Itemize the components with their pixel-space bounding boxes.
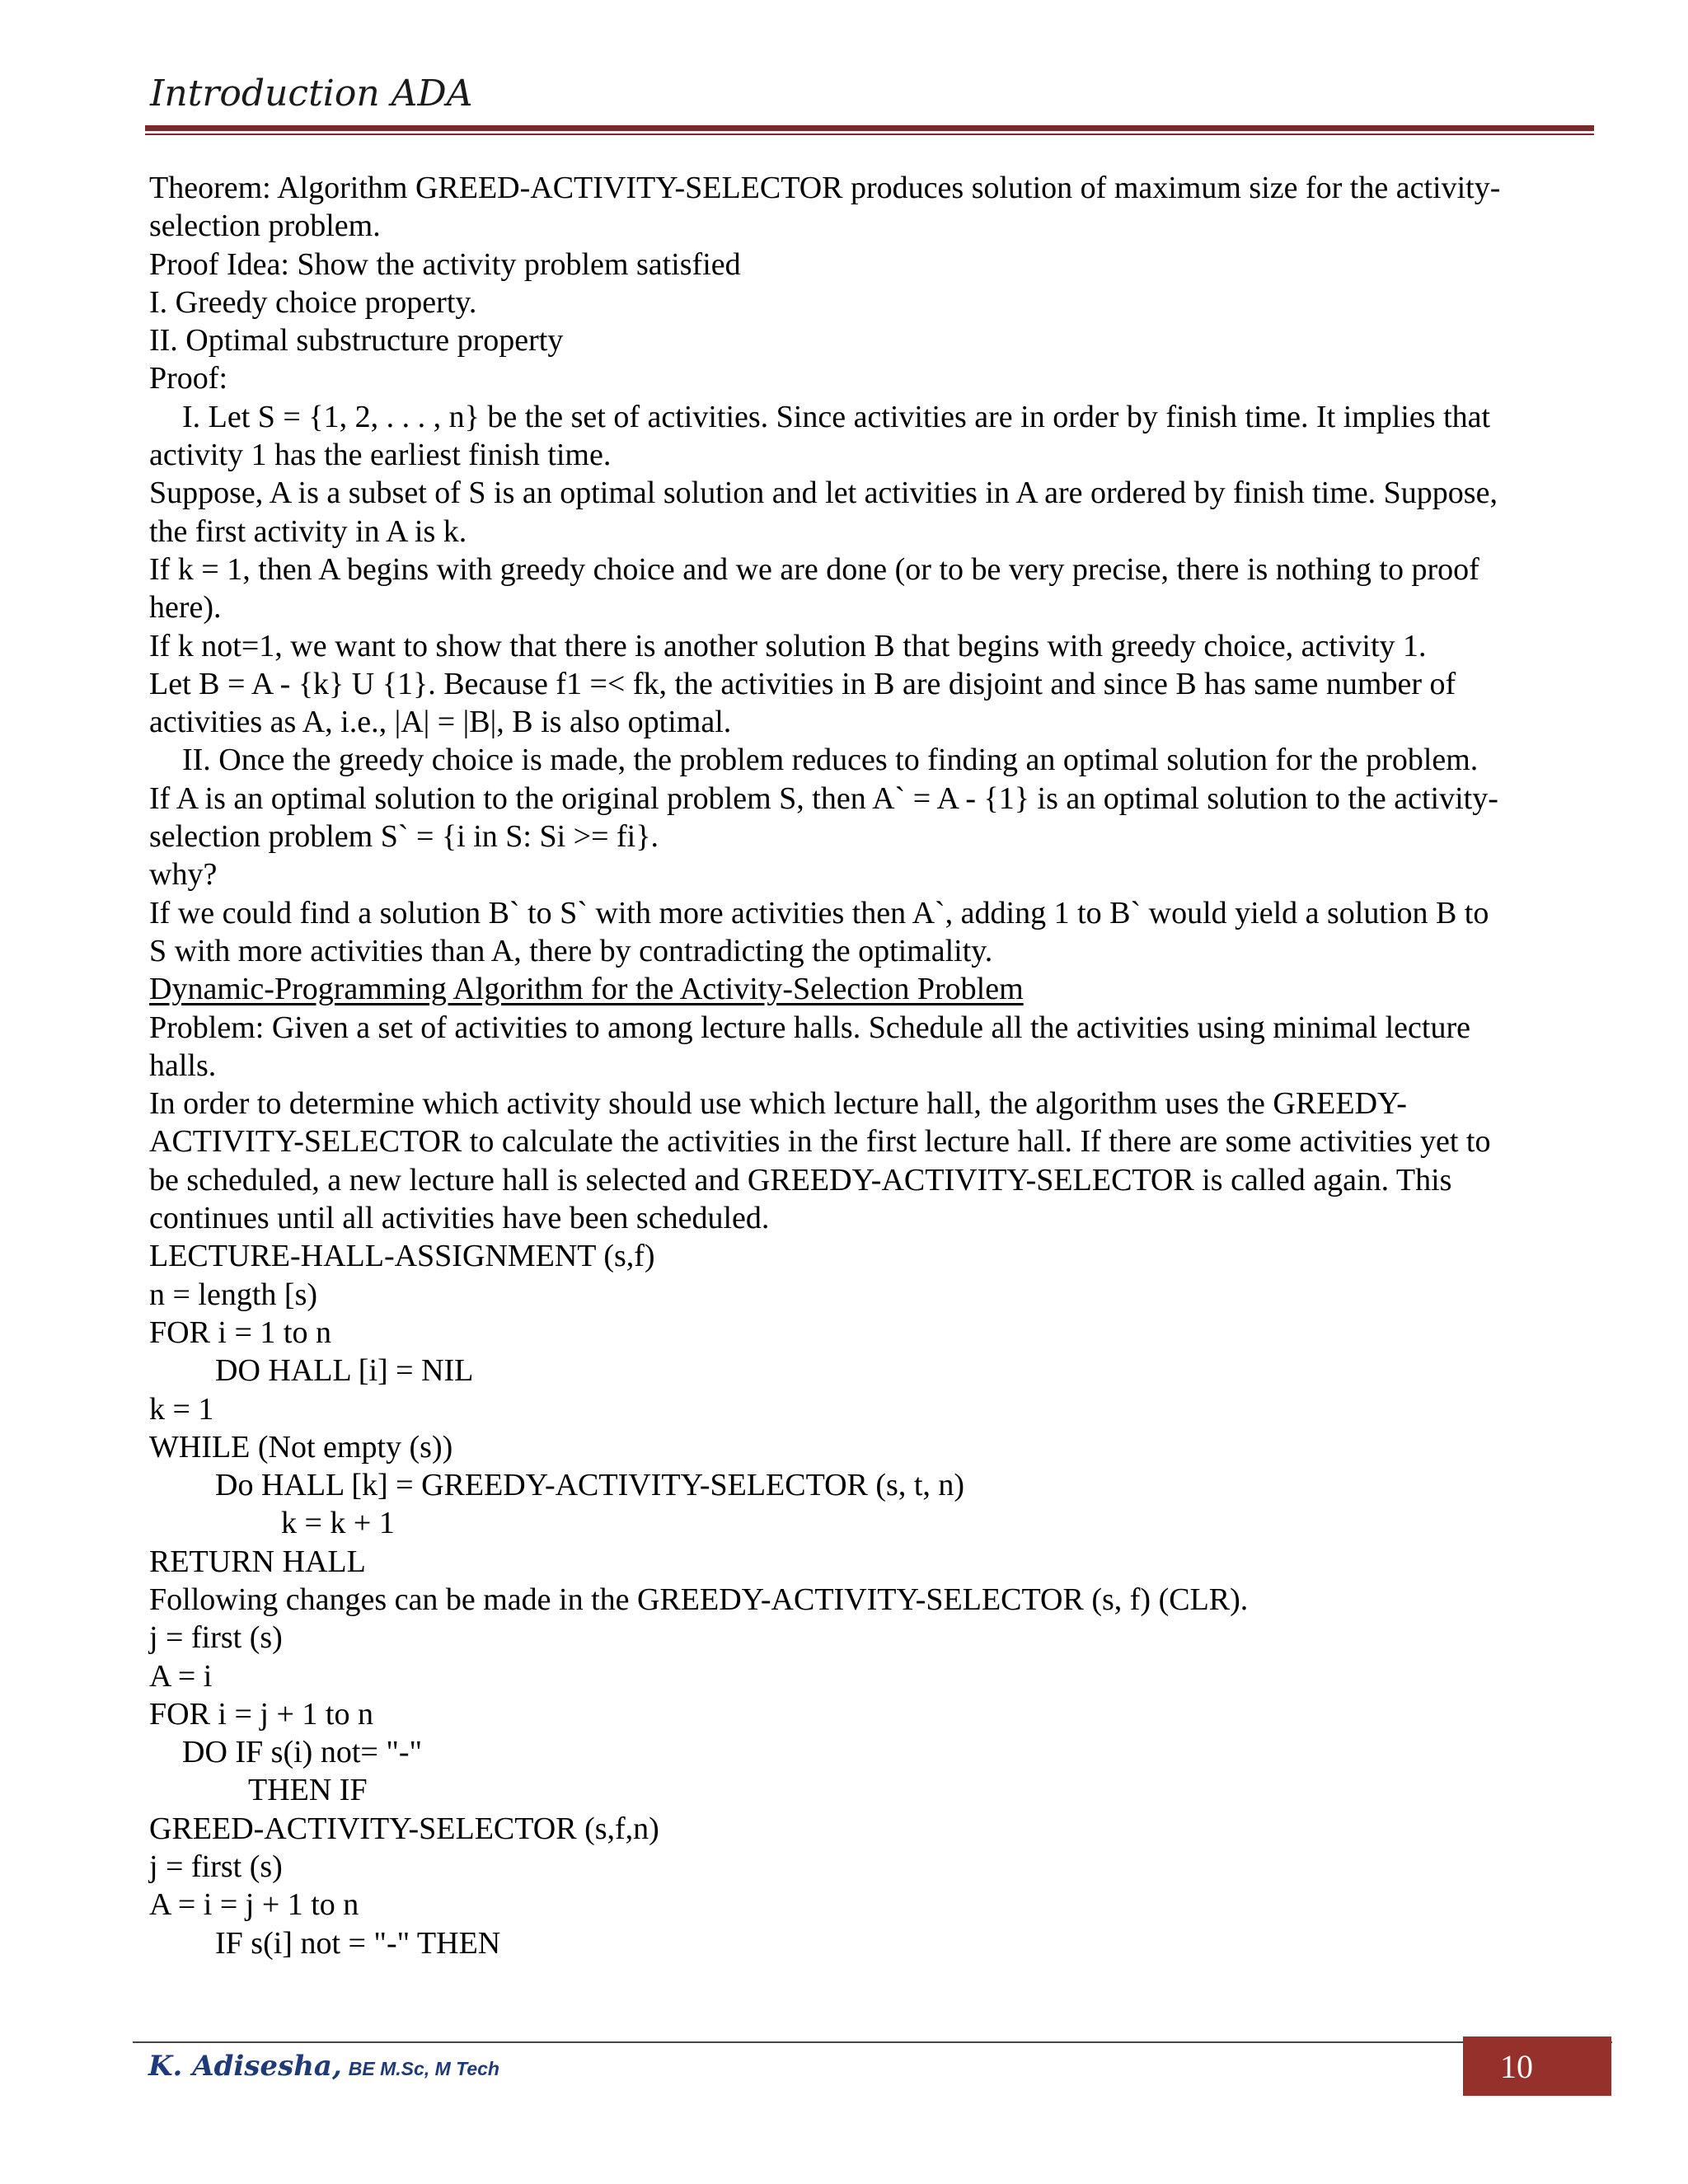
text-line: why? <box>149 857 218 893</box>
header-rule-thin <box>145 134 1594 135</box>
text-line: In order to determine which activity should use which lecture hall, the algorithm uses the GREEDY- <box>149 1086 1407 1122</box>
code-line: n = length [s) <box>149 1277 318 1312</box>
text-line: halls. <box>149 1047 217 1083</box>
text-line: S with more activities than A, there by contradicting the optimality. <box>149 933 993 968</box>
code-line: WHILE (Not empty (s)) <box>149 1429 453 1465</box>
text-line: Following changes can be made in the GREEDY-ACTIVITY-SELECTOR (s, f) (CLR). <box>149 1582 1249 1617</box>
footer-author <box>148 2050 499 2083</box>
text-line: Proof: <box>149 361 227 396</box>
code-line: A = i = j + 1 to n <box>149 1887 359 1923</box>
code-line: DO IF s(i) not= "-" <box>182 1735 422 1770</box>
text-line: I. Greedy choice property. <box>149 284 477 320</box>
text-line: continues until all activities have been scheduled. <box>149 1201 770 1236</box>
code-line: j = first (s) <box>149 1849 283 1885</box>
text-line: selection problem. <box>149 209 381 244</box>
text-line: Proof Idea: Show the activity problem satisfied <box>149 246 741 282</box>
text-line: here). <box>149 590 222 626</box>
page-number-badge <box>1463 2036 1611 2096</box>
body-text <box>149 169 1593 1962</box>
text-line: II. Optimal substructure property <box>149 323 564 359</box>
code-line: LECTURE-HALL-ASSIGNMENT (s,f) <box>149 1239 655 1274</box>
text-line: activities as A, i.e., |A| = |B|, B is also optimal. <box>149 705 732 740</box>
text-line: If k not=1, we want to show that there is another solution B that begins with greedy choice, activity 1. <box>149 628 1427 663</box>
code-line: k = k + 1 <box>281 1506 395 1541</box>
code-line: Do HALL [k] = GREEDY-ACTIVITY-SELECTOR (s, t, n) <box>215 1468 965 1503</box>
text-line: If we could find a solution B` to S` with more activities then A`, adding 1 to B` would yield a solution B to <box>149 895 1489 930</box>
header-title: Introduction ADA <box>150 73 473 115</box>
code-line: FOR i = 1 to n <box>149 1315 331 1350</box>
code-line: k = 1 <box>149 1391 214 1427</box>
footer-rule <box>133 2041 1612 2043</box>
text-line: be scheduled, a new lecture hall is selected and GREEDY-ACTIVITY-SELECTOR is called again. This <box>149 1162 1452 1197</box>
code-line: A = i <box>149 1658 213 1694</box>
text-line: selection problem S` = {i in S: Si >= fi}. <box>149 819 659 855</box>
text-line: If k = 1, then A begins with greedy choice and we are done (or to be very precise, there is nothing to proof <box>149 551 1479 587</box>
text-line: ACTIVITY-SELECTOR to calculate the activities in the first lecture hall. If there are some activities yet to <box>149 1124 1491 1160</box>
code-line: THEN IF <box>248 1773 368 1808</box>
header-rule <box>145 125 1594 131</box>
page-number: 10 <box>1500 2047 1533 2085</box>
text-line: Suppose, A is a subset of S is an optimal solution and let activities in A are ordered by finish time. Suppose, <box>149 476 1498 511</box>
text-line: If A is an optimal solution to the original problem S, then A` = A - {1} is an optimal solution to the activity- <box>149 780 1498 816</box>
text-line: Theorem: Algorithm GREED-ACTIVITY-SELECTOR produces solution of maximum size for the activity- <box>149 171 1501 205</box>
author-degrees: BE M.Sc, M Tech <box>348 2058 499 2079</box>
text-line: Let B = A - {k} U {1}. Because f1 =< fk, the activities in B are disjoint and since B has same number of <box>149 666 1456 701</box>
code-line: IF s(i] not = "-" THEN <box>215 1925 501 1961</box>
section-heading: Dynamic-Programming Algorithm for the Activity-Selection Problem <box>149 972 1024 1007</box>
code-line: DO HALL [i] = NIL <box>215 1353 474 1389</box>
code-line: j = first (s) <box>149 1620 283 1656</box>
code-line: FOR i = j + 1 to n <box>149 1696 373 1732</box>
text-line: II. Once the greedy choice is made, the problem reduces to finding an optimal solution for the problem. <box>182 743 1479 778</box>
code-line: GREED-ACTIVITY-SELECTOR (s,f,n) <box>149 1811 659 1846</box>
text-line: activity 1 has the earliest finish time. <box>149 438 612 473</box>
text-line: Problem: Given a set of activities to among lecture halls. Schedule all the activities using minimal lecture <box>149 1010 1470 1045</box>
text-line: I. Let S = {1, 2, . . . , n} be the set of activities. Since activities are in order by finish time. It implies that <box>182 399 1491 434</box>
author-name: K. Adisesha, <box>148 2050 342 2083</box>
code-line: RETURN HALL <box>149 1544 366 1579</box>
text-line: the first activity in A is k. <box>149 513 467 549</box>
